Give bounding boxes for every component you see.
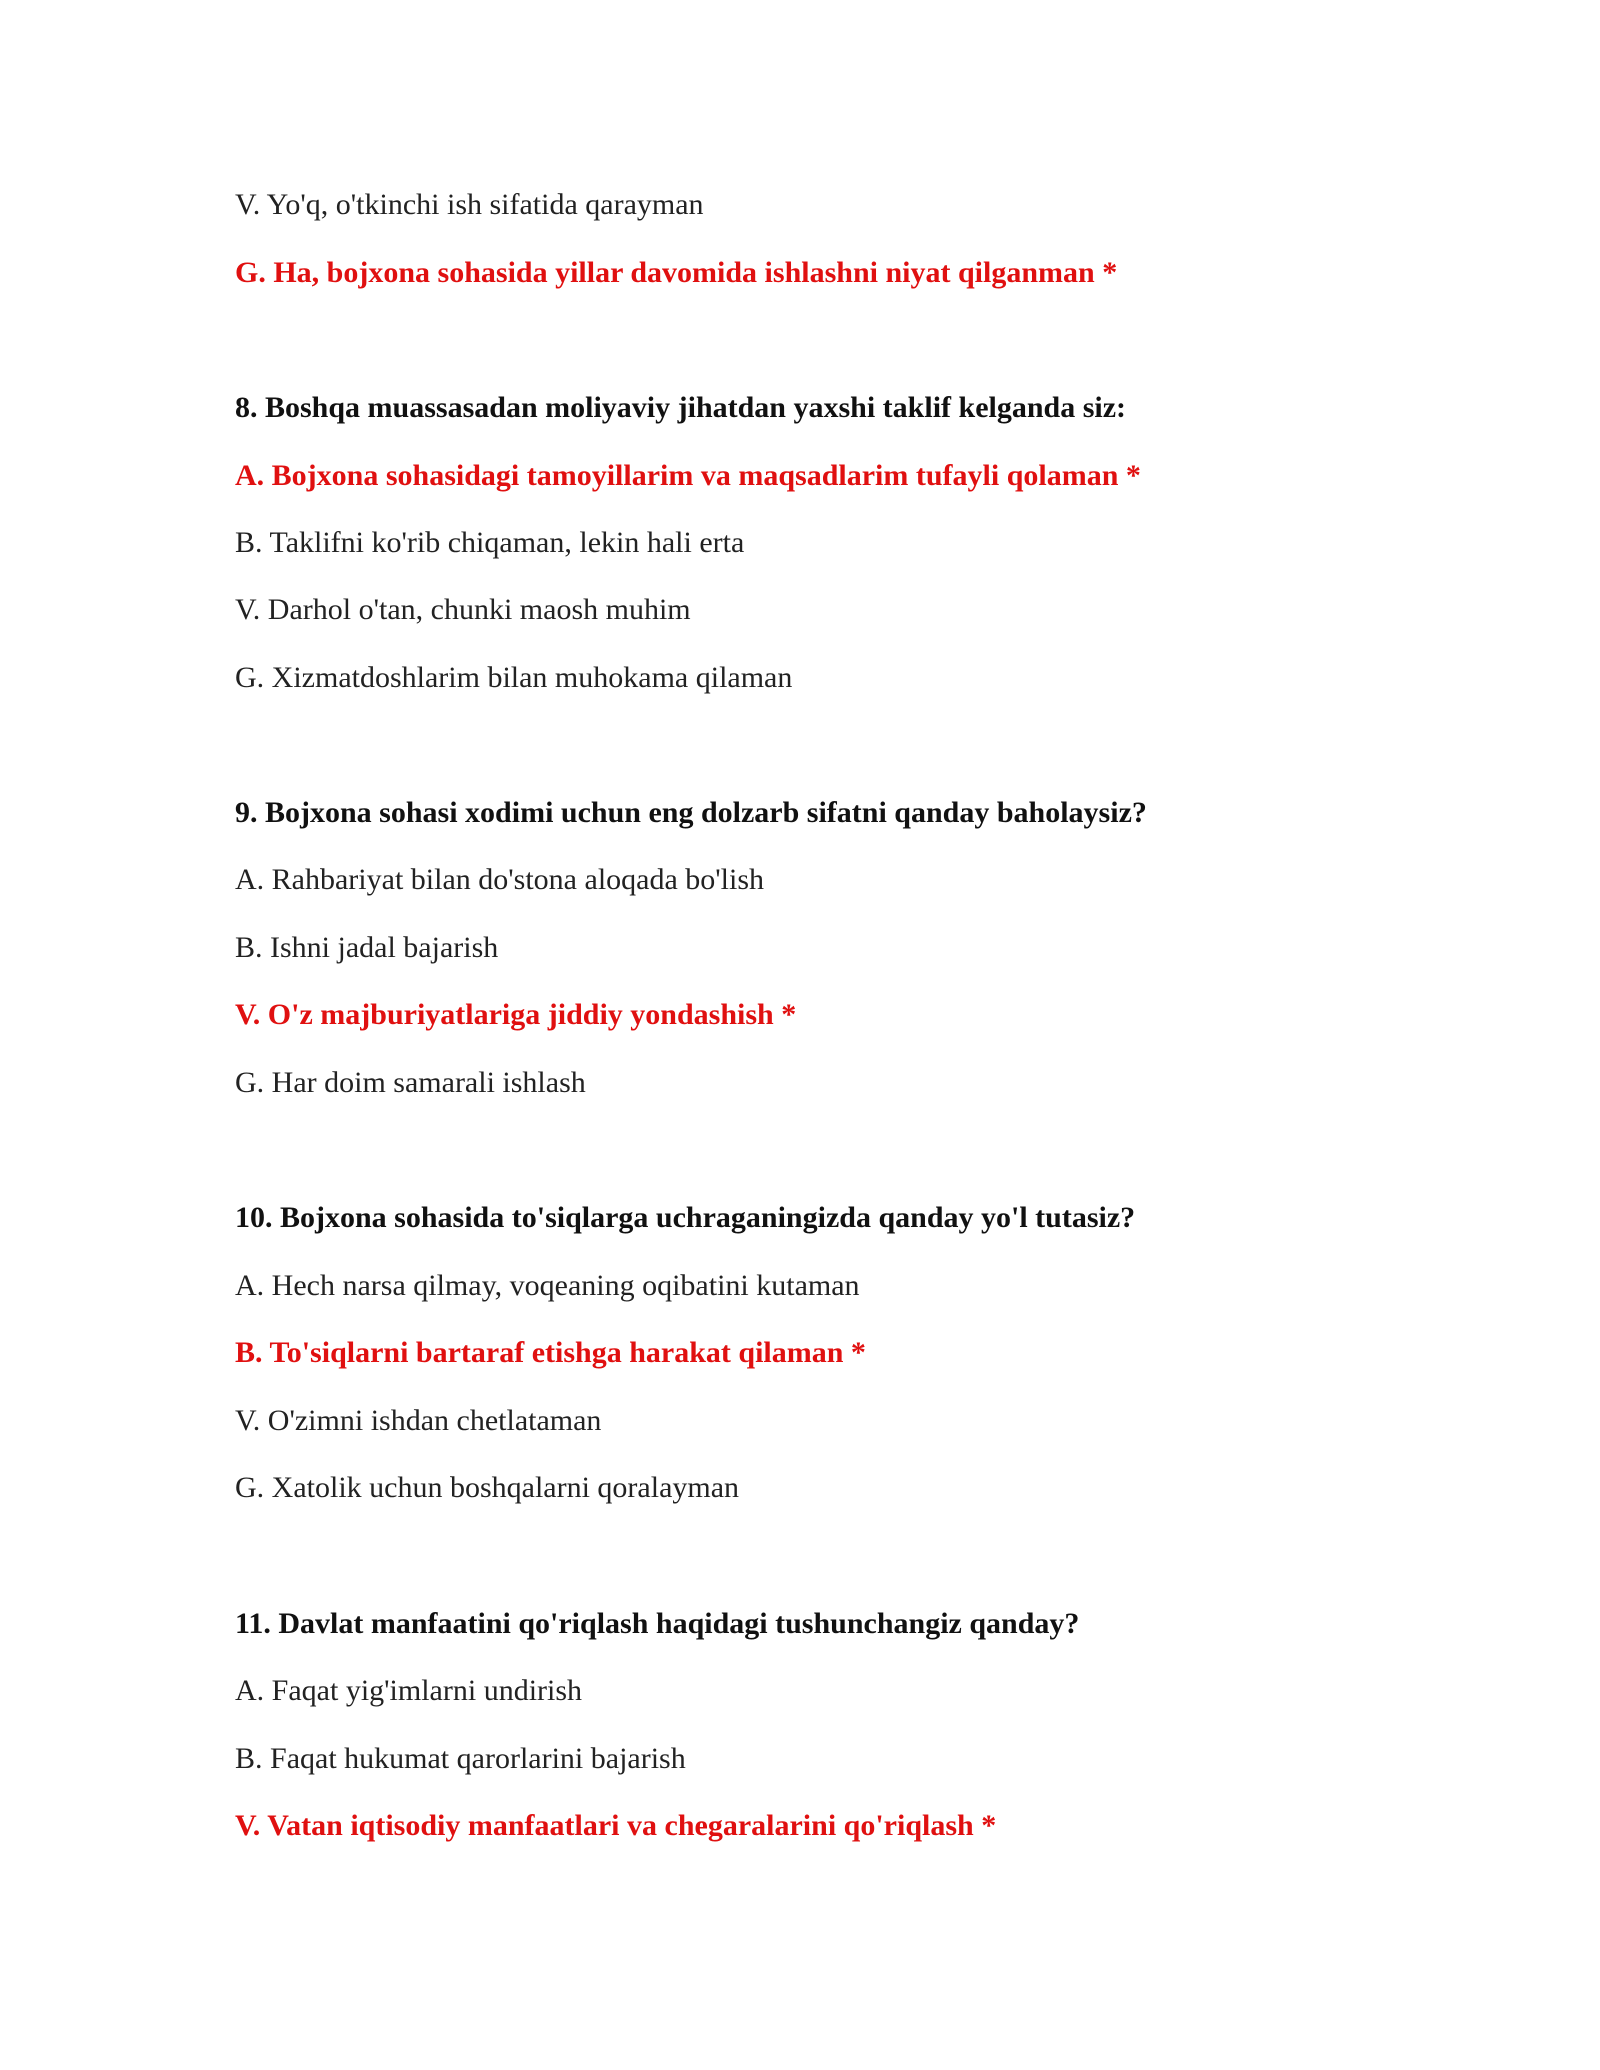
q8-option-b: B. Taklifni ko'rib chiqaman, lekin hali erta (235, 526, 745, 559)
q8-option-a-correct: A. Bojxona sohasidagi tamoyillarim va maqsadlarim tufayli qolaman * (235, 459, 1141, 492)
q10-option-v: V. O'zimni ishdan chetlataman (235, 1404, 602, 1437)
q7-option-g-correct: G. Ha, bojxona sohasida yillar davomida ishlashni niyat qilganman * (235, 256, 1118, 289)
q11-option-b: B. Faqat hukumat qarorlarini bajarish (235, 1742, 686, 1775)
question-8: 8. Boshqa muassasadan moliyaviy jihatdan yaxshi taklif kelganda siz: (235, 391, 1127, 424)
q10-option-a: A. Hech narsa qilmay, voqeaning oqibatini kutaman (235, 1269, 860, 1302)
question-10: 10. Bojxona sohasida to'siqlarga uchraganingizda qanday yo'l tutasiz? (235, 1201, 1136, 1234)
q11-option-v-correct: V. Vatan iqtisodiy manfaatlari va chegaralarini qo'riqlash * (235, 1809, 997, 1842)
q10-option-b-correct: B. To'siqlarni bartaraf etishga harakat qilaman * (235, 1336, 866, 1369)
q9-option-b: B. Ishni jadal bajarish (235, 931, 499, 964)
question-9: 9. Bojxona sohasi xodimi uchun eng dolzarb sifatni qanday baholaysiz? (235, 796, 1147, 829)
q10-option-g: G. Xatolik uchun boshqalarni qoralayman (235, 1471, 740, 1504)
q7-option-v: V. Yo'q, o'tkinchi ish sifatida qarayman (235, 188, 704, 221)
q9-option-v-correct: V. O'z majburiyatlariga jiddiy yondashish * (235, 998, 797, 1031)
q8-option-v: V. Darhol o'tan, chunki maosh muhim (235, 593, 691, 626)
q9-option-a: A. Rahbariyat bilan do'stona aloqada bo'lish (235, 863, 765, 896)
q8-option-g: G. Xizmatdoshlarim bilan muhokama qilaman (235, 661, 793, 694)
question-11: 11. Davlat manfaatini qo'riqlash haqidagi tushunchangiz qanday? (235, 1607, 1080, 1640)
q9-option-g: G. Har doim samarali ishlash (235, 1066, 586, 1099)
q11-option-a: A. Faqat yig'imlarni undirish (235, 1674, 583, 1707)
